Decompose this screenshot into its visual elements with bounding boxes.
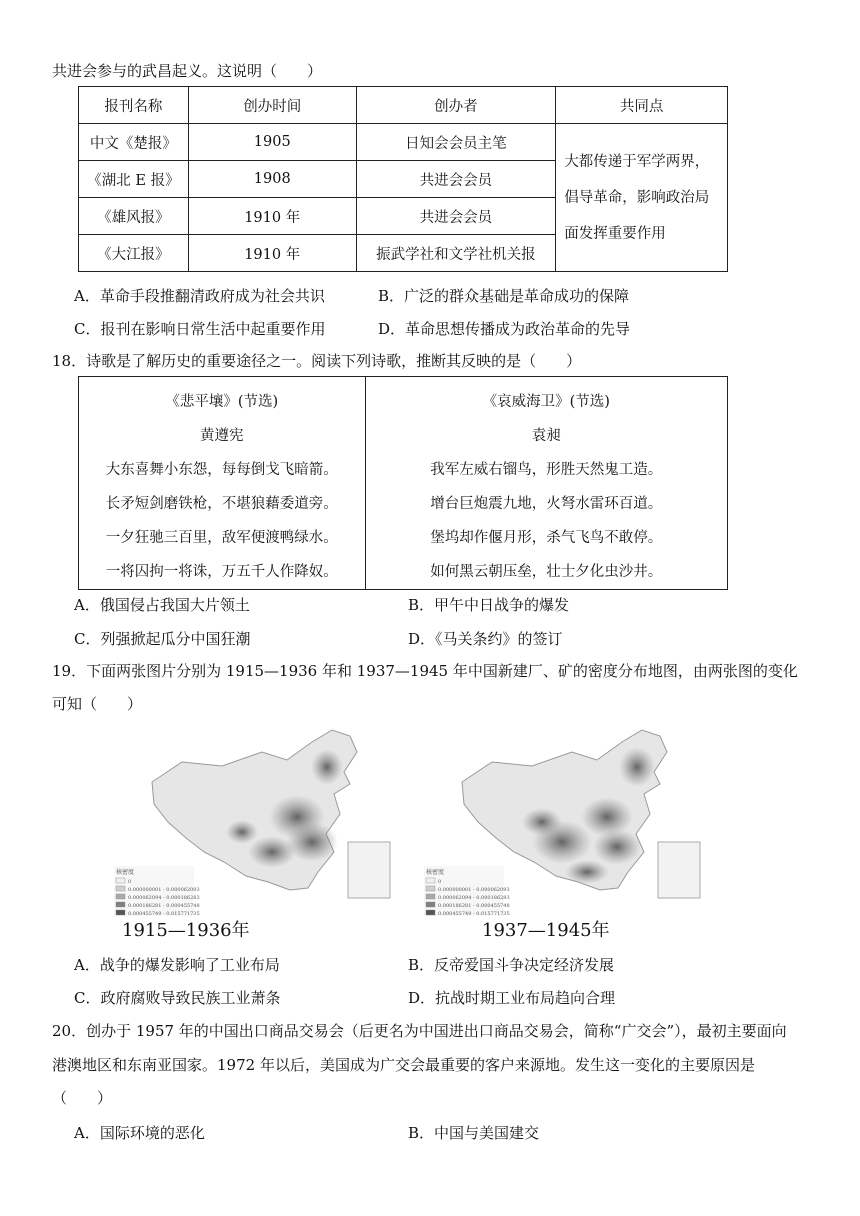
legend-item: 0.000455749 - 0.015771735 (438, 911, 510, 917)
q20-option-b[interactable]: B．中国与美国建交 (408, 1124, 540, 1142)
q18-stem: 18．诗歌是了解历史的重要途径之一。阅读下列诗歌，推断其反映的是（ ） (52, 352, 582, 370)
shared-line: 倡导革命，影响政治局 (564, 189, 710, 206)
q17-newspaper-table (78, 86, 728, 272)
table-cell: 共进会会员 (356, 161, 556, 198)
table-row (79, 124, 728, 161)
map-2-caption: 1937—1945年 (482, 920, 610, 941)
poem-line: 长矛短剑磨铁枪，不堪狼藉委道旁。 (105, 496, 338, 512)
q19-stem-line1: 19．下面两张图片分别为 1915—1936 年和 1937—1945 年中国新建厂、矿的密度分布地图，由两张图的变化 (52, 662, 798, 680)
table-cell: 《雄风报》 (79, 198, 189, 235)
table-cell: 1910 年 (188, 235, 356, 272)
q17-option-b[interactable]: B．广泛的群众基础是革命成功的保障 (378, 287, 630, 305)
q18-option-c[interactable]: C．列强掀起瓜分中国狂潮 (74, 630, 251, 648)
map-1915-1936 (114, 730, 390, 941)
q19-stem-line2: 可知（ ） (52, 695, 143, 713)
legend-title: 核密度 (426, 869, 445, 876)
shared-line: 大都传递于军学两界， (564, 153, 710, 170)
legend-item: 0.000000001 - 0.000062093 (438, 887, 510, 893)
q18-option-b[interactable]: B．甲午中日战争的爆发 (408, 596, 570, 614)
legend-item: 0 (128, 879, 132, 885)
legend-item: 0.000062094 - 0.000186283 (128, 895, 200, 901)
table-cell: 共进会会员 (356, 198, 556, 235)
poem-line: 堡坞却作偃月形，杀气飞鸟不敢停。 (430, 530, 663, 546)
q20-stem-line2: 港澳地区和东南亚国家。1972 年以后，美国成为广交会最重要的客户来源地。发生这一变化的主要原因是 (52, 1056, 755, 1074)
table-header: 共同点 (556, 87, 728, 124)
table-cell: 1910 年 (188, 198, 356, 235)
poem-author: 袁昶 (531, 428, 561, 444)
table-cell: 中文《楚报》 (79, 124, 189, 161)
poem-cell-1 (79, 377, 366, 590)
table-cell: 1905 (188, 124, 356, 161)
map-1-caption: 1915—1936年 (122, 920, 250, 941)
poem-title: 《哀威海卫》(节选) (482, 394, 610, 410)
q17-option-a[interactable]: A．革命手段推翻清政府成为社会共识 (74, 287, 325, 305)
shared-line: 面发挥重要作用 (564, 225, 666, 242)
table-cell: 1908 (188, 161, 356, 198)
q19-option-a[interactable]: A．战争的爆发影响了工业布局 (74, 956, 280, 974)
shared-feature-cell (556, 124, 728, 272)
q20-stem-line1: 20．创办于 1957 年的中国出口商品交易会（后更名为中国进出口商品交易会，简称“广交会”），最初主要面向 (52, 1022, 787, 1040)
table-cell: 振武学社和文学社机关报 (356, 235, 556, 272)
table-header: 报刊名称 (79, 87, 189, 124)
q20-option-a[interactable]: A．国际环境的恶化 (74, 1124, 205, 1142)
table-header-row (79, 87, 728, 124)
q17-option-d[interactable]: D．革命思想传播成为政治革命的先导 (378, 320, 631, 338)
poem-title: 《悲平壤》(节选) (165, 394, 279, 410)
map-1937-1945 (424, 730, 700, 941)
poem-cell-2 (365, 377, 727, 590)
q17-option-c[interactable]: C．报刊在影响日常生活中起重要作用 (74, 320, 326, 338)
legend-item: 0.000062094 - 0.000186283 (438, 895, 510, 901)
q19-option-c[interactable]: C．政府腐败导致民族工业萧条 (74, 989, 281, 1007)
q18-poem-table (78, 376, 728, 590)
legend-item: 0 (438, 879, 442, 885)
poem-line: 如何黑云朝压垒，壮士夕化虫沙井。 (430, 564, 663, 580)
q17-intro: 共进会参与的武昌起义。这说明（ ） (52, 62, 323, 80)
q20-stem-line3: （ ） (52, 1089, 113, 1107)
poem-line: 一夕狂驰三百里，敌军便渡鸭绿水。 (105, 530, 338, 546)
poem-author: 黄遵宪 (200, 428, 244, 444)
legend-item: 0.000000001 - 0.000062093 (128, 887, 200, 893)
q18-option-a[interactable]: A．俄国侵占我国大片领土 (74, 596, 250, 614)
q19-option-b[interactable]: B．反帝爱国斗争决定经济发展 (408, 956, 615, 974)
poem-line: 增台巨炮震九地，火弩水雷环百道。 (430, 496, 663, 512)
legend-item: 0.000186281 - 0.000455748 (128, 903, 200, 909)
q18-option-d[interactable]: D．《马关条约》的签订 (408, 630, 563, 648)
legend-item: 0.000186281 - 0.000455748 (438, 903, 510, 909)
table-header: 创办者 (356, 87, 556, 124)
table-cell: 日知会会员主笔 (356, 124, 556, 161)
poem-line: 我军左威右镏鸟，形胜天然鬼工造。 (430, 462, 663, 478)
legend-title: 核密度 (116, 869, 135, 876)
table-header: 创办时间 (188, 87, 356, 124)
poem-line: 一将囚拘一将诛，万五千人作降奴。 (105, 564, 338, 580)
poem-line: 大东喜舞小东怨，每每倒戈飞暗箭。 (105, 462, 338, 478)
q19-option-d[interactable]: D．抗战时期工业布局趋向合理 (408, 989, 616, 1007)
legend-item: 0.000455749 - 0.015771735 (128, 911, 200, 917)
table-cell: 《大江报》 (79, 235, 189, 272)
density-maps-figure (112, 722, 712, 944)
table-cell: 《湖北 E 报》 (79, 161, 189, 198)
